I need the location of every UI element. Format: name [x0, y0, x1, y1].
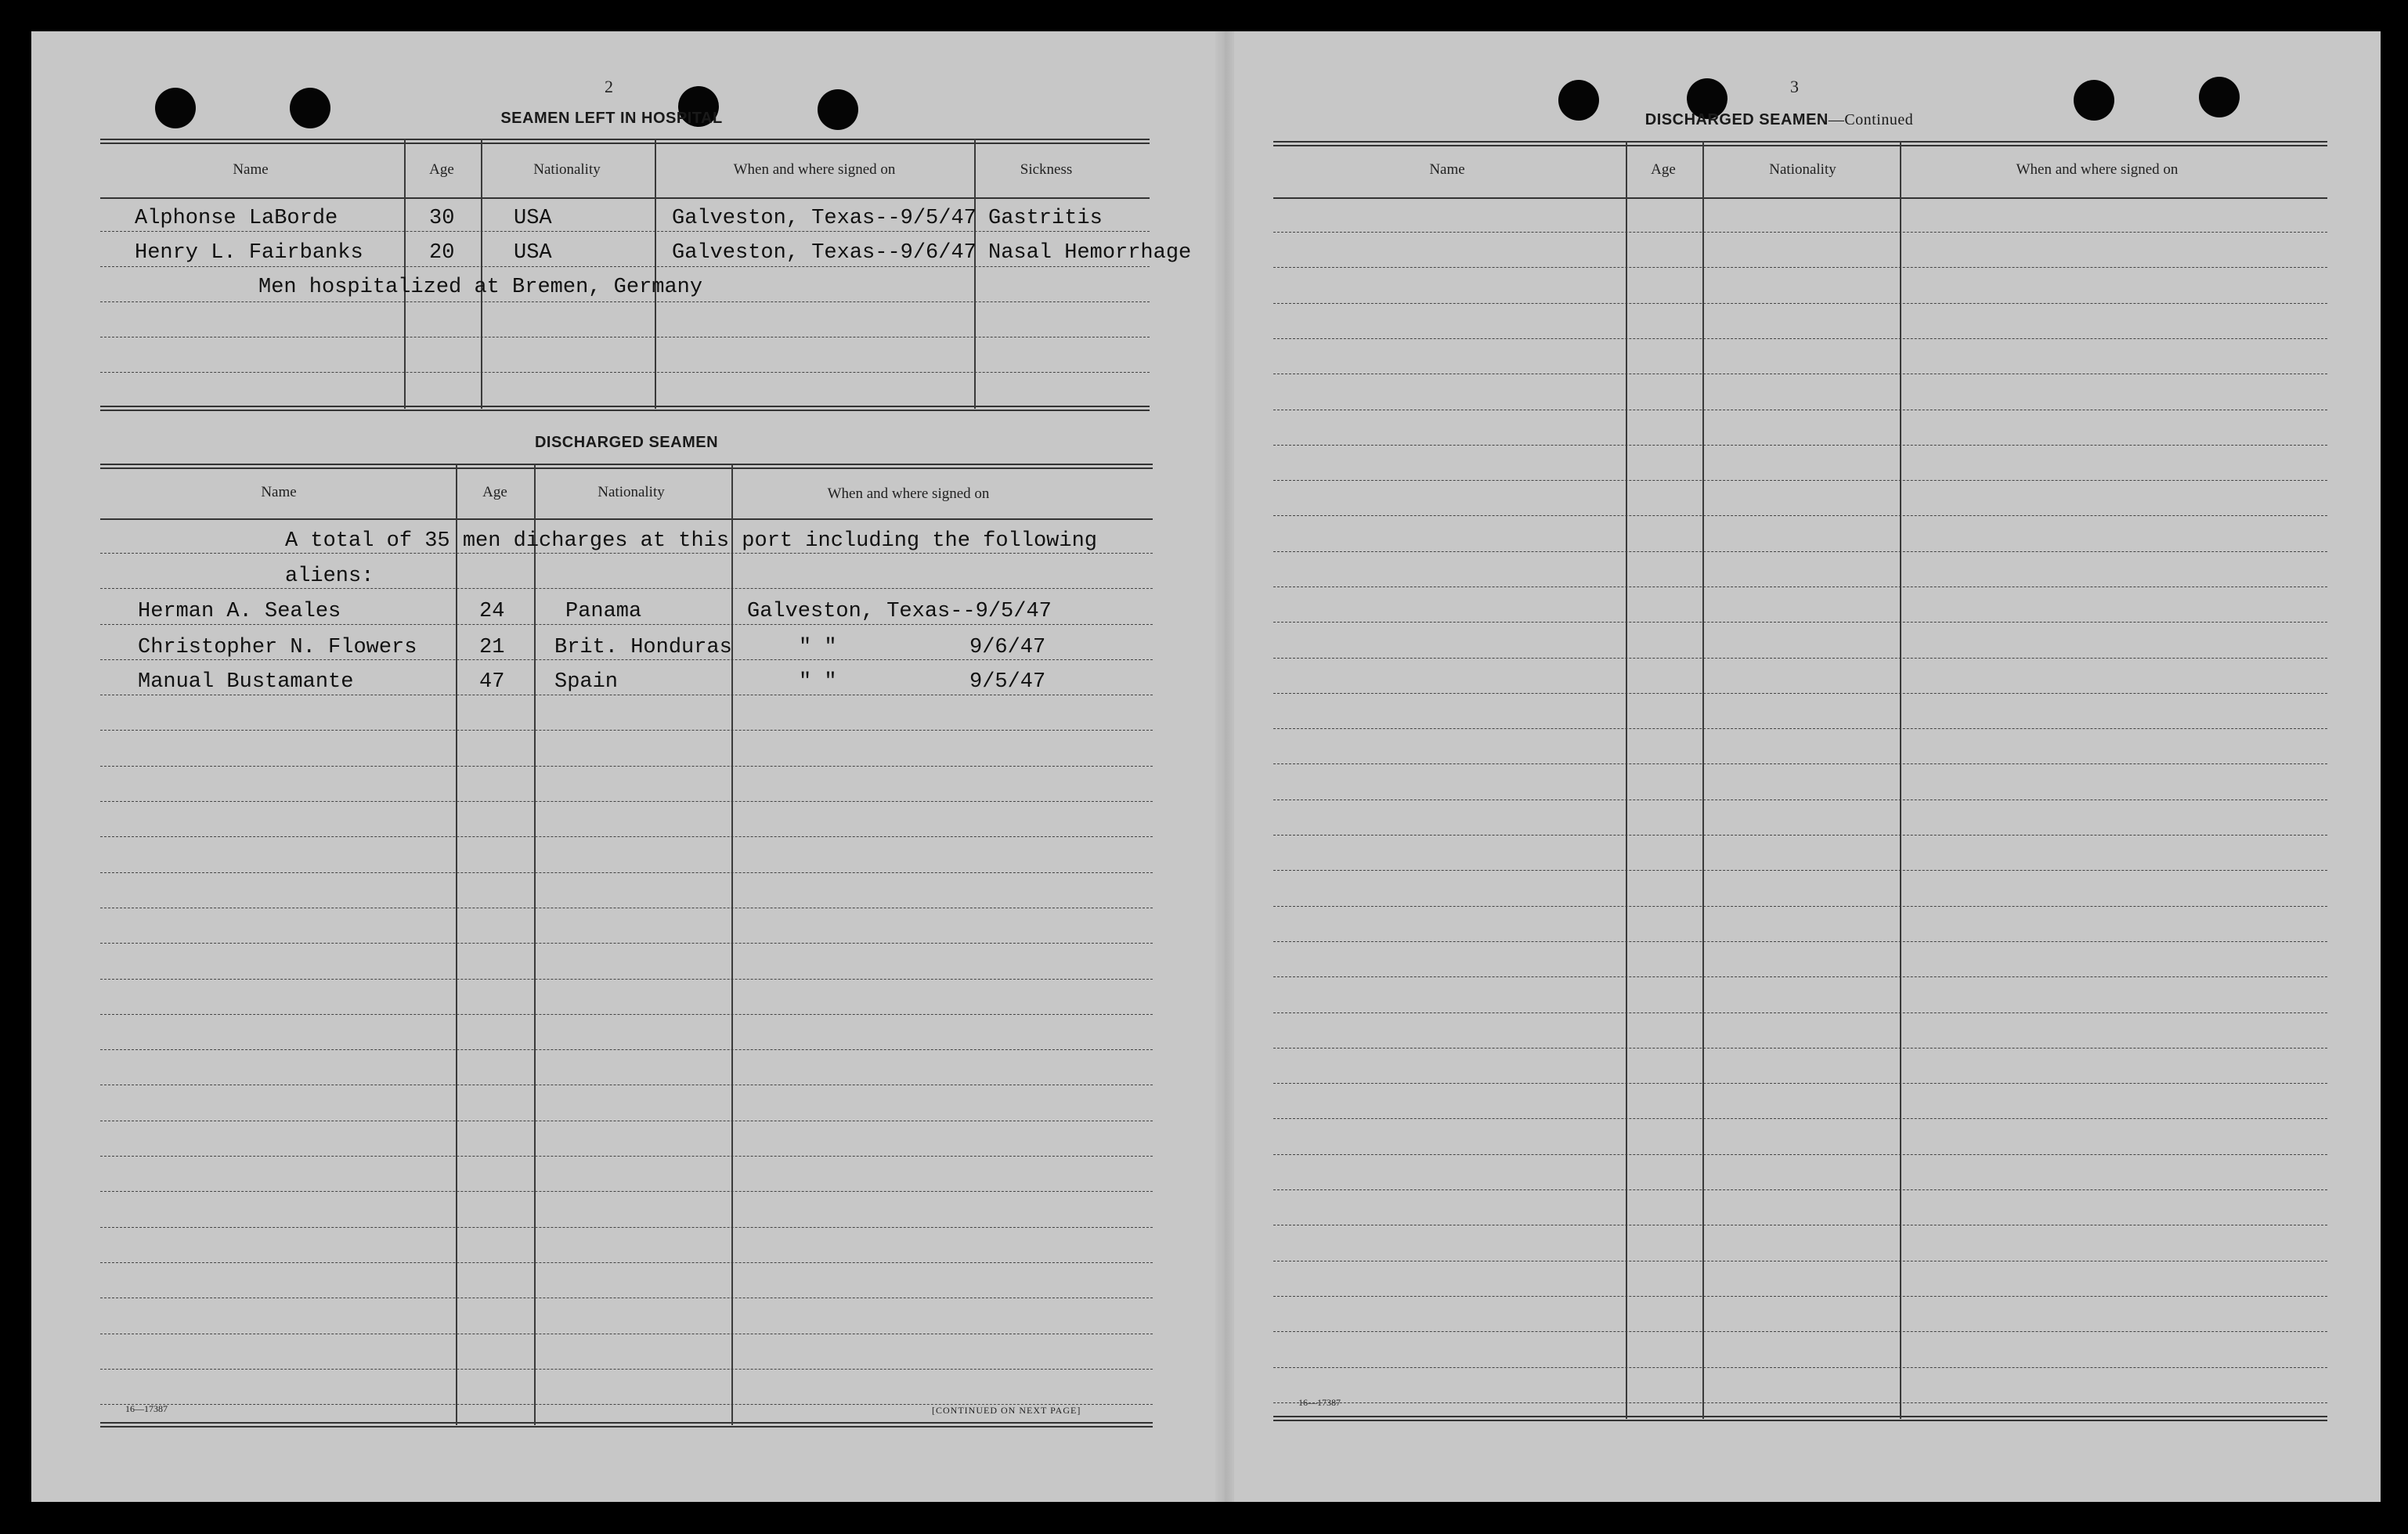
- row-rule: [1273, 763, 2327, 764]
- discharged-row-1-name: Herman A. Seales: [138, 600, 341, 623]
- row-rule: [100, 624, 1153, 625]
- col-header-nationality: Nationality: [533, 161, 601, 178]
- row-rule: [1273, 1154, 2327, 1155]
- hospital-row-1-age: 30: [429, 207, 455, 230]
- column-divider: [1626, 141, 1627, 1419]
- form-number-left: 16—17387: [125, 1403, 168, 1414]
- row-rule: [100, 1191, 1153, 1192]
- row-rule: [100, 801, 1153, 802]
- col-header-signed-on: When and where signed on: [827, 485, 990, 502]
- row-rule: [100, 372, 1150, 373]
- header-rule: [1273, 197, 2327, 199]
- column-divider: [534, 464, 536, 1425]
- hospital-row-1-nationality: USA: [514, 207, 552, 230]
- header-rule: [100, 197, 1150, 199]
- row-rule: [100, 1156, 1153, 1157]
- column-divider: [1702, 141, 1704, 1419]
- page-fold: [1215, 31, 1234, 1502]
- row-rule: [1273, 232, 2327, 233]
- row-rule: [1273, 941, 2327, 942]
- discharged-row-2-age: 21: [479, 636, 505, 659]
- continued-note: [CONTINUED ON NEXT PAGE]: [932, 1405, 1081, 1416]
- row-rule: [100, 1262, 1153, 1263]
- right-section-title-suffix: —Continued: [1828, 111, 1914, 128]
- column-divider: [655, 139, 656, 409]
- hospital-note: Men hospitalized at Bremen, Germany: [258, 276, 703, 299]
- hospital-row-2-age: 20: [429, 241, 455, 265]
- page-number-left: 2: [605, 77, 613, 96]
- discharged-row-1-place: Galveston, Texas--9/5/47: [747, 600, 1052, 623]
- hospital-row-2-signed-on: Galveston, Texas--9/6/47: [672, 241, 977, 265]
- punch-hole: [155, 88, 196, 128]
- punch-hole: [290, 88, 330, 128]
- row-rule: [1273, 799, 2327, 800]
- row-rule: [1273, 1048, 2327, 1049]
- form-number-right: 16—17387: [1298, 1397, 1341, 1408]
- col-header-name: Name: [1429, 161, 1465, 178]
- punch-hole: [2199, 77, 2240, 117]
- table-top-rule: [100, 464, 1153, 469]
- row-rule: [1273, 1118, 2327, 1119]
- header-rule: [100, 518, 1153, 520]
- col-header-signed-on: When and where signed on: [2016, 161, 2179, 178]
- row-rule: [1273, 480, 2327, 481]
- row-rule: [1273, 693, 2327, 694]
- row-rule: [100, 836, 1153, 837]
- column-divider: [404, 139, 406, 409]
- discharged-note-line-2: aliens:: [285, 565, 374, 588]
- column-divider: [481, 139, 482, 409]
- row-rule: [100, 1049, 1153, 1050]
- table-bottom-rule: [100, 406, 1150, 411]
- table-top-rule: [1273, 141, 2327, 146]
- table-bottom-rule: [1273, 1416, 2327, 1421]
- right-section-title: [1645, 111, 1913, 129]
- column-divider: [974, 139, 976, 409]
- discharged-section-title: DISCHARGED SEAMEN: [534, 434, 719, 451]
- discharged-row-3-place: " ": [799, 670, 837, 694]
- hospital-row-1-sickness: Gastritis: [988, 207, 1103, 230]
- col-header-age: Age: [482, 484, 507, 500]
- row-rule: [1273, 1189, 2327, 1190]
- row-rule: [1273, 1296, 2327, 1297]
- discharged-row-2-date: 9/6/47: [969, 636, 1046, 659]
- discharged-note-line-1: A total of 35 men dicharges at this port including the following: [285, 529, 1097, 553]
- row-rule: [100, 553, 1153, 554]
- row-rule: [1273, 445, 2327, 446]
- row-rule: [1273, 551, 2327, 552]
- row-rule: [1273, 303, 2327, 304]
- row-rule: [1273, 1331, 2327, 1332]
- discharged-row-3-name: Manual Bustamante: [138, 670, 354, 694]
- row-rule: [100, 1014, 1153, 1015]
- col-header-age: Age: [429, 161, 454, 178]
- row-rule: [1273, 976, 2327, 977]
- table-top-rule: [100, 139, 1150, 144]
- discharged-row-1-nationality: Panama: [565, 600, 642, 623]
- hospital-section-title: SEAMEN LEFT IN HOSPITAL: [500, 110, 723, 127]
- hospital-row-2-nationality: USA: [514, 241, 552, 265]
- column-divider: [1900, 141, 1901, 1419]
- hospital-row-1-signed-on: Galveston, Texas--9/5/47: [672, 207, 977, 230]
- row-rule: [100, 266, 1150, 267]
- row-rule: [1273, 658, 2327, 659]
- row-rule: [100, 872, 1153, 873]
- hospital-row-2-sickness: Nasal Hemorrhage: [988, 241, 1192, 265]
- col-header-sickness: Sickness: [1020, 161, 1073, 178]
- discharged-row-2-nationality: Brit. Honduras: [554, 636, 732, 659]
- column-divider: [456, 464, 457, 1425]
- discharged-row-3-nationality: Spain: [554, 670, 619, 694]
- row-rule: [1273, 835, 2327, 836]
- hospital-row-2-name: Henry L. Fairbanks: [135, 241, 363, 265]
- discharged-row-2-place: " ": [799, 636, 837, 659]
- table-bottom-rule: [100, 1422, 1153, 1428]
- col-header-name: Name: [261, 484, 297, 500]
- row-rule: [1273, 728, 2327, 729]
- row-rule: [1273, 1083, 2327, 1084]
- row-rule: [100, 766, 1153, 767]
- hospital-row-1-name: Alphonse LaBorde: [135, 207, 338, 230]
- row-rule: [100, 1369, 1153, 1370]
- discharged-row-1-age: 24: [479, 600, 505, 623]
- discharged-row-2-name: Christopher N. Flowers: [138, 636, 417, 659]
- row-rule: [1273, 1367, 2327, 1368]
- row-rule: [1273, 622, 2327, 623]
- row-rule: [100, 1227, 1153, 1228]
- row-rule: [1273, 267, 2327, 268]
- discharged-row-3-age: 47: [479, 670, 505, 694]
- row-rule: [100, 301, 1150, 302]
- column-divider: [731, 464, 733, 1425]
- col-header-signed-on: When and where signed on: [733, 161, 896, 178]
- row-rule: [1273, 1402, 2327, 1403]
- row-rule: [100, 659, 1153, 660]
- row-rule: [1273, 870, 2327, 871]
- document-sheet: [31, 31, 2381, 1502]
- row-rule: [100, 231, 1150, 232]
- col-header-nationality: Nationality: [1769, 161, 1836, 178]
- punch-hole: [1558, 80, 1599, 121]
- discharged-row-3-date: 9/5/47: [969, 670, 1046, 694]
- col-header-nationality: Nationality: [597, 484, 665, 500]
- row-rule: [1273, 906, 2327, 907]
- punch-hole: [2074, 80, 2114, 121]
- row-rule: [1273, 338, 2327, 339]
- row-rule: [100, 979, 1153, 980]
- punch-hole: [818, 89, 858, 130]
- row-rule: [100, 730, 1153, 731]
- row-rule: [1273, 1012, 2327, 1013]
- row-rule: [100, 943, 1153, 944]
- col-header-age: Age: [1651, 161, 1676, 178]
- row-rule: [100, 588, 1153, 589]
- row-rule: [1273, 515, 2327, 516]
- col-header-name: Name: [233, 161, 269, 178]
- right-section-title-main: DISCHARGED SEAMEN: [1644, 111, 1829, 128]
- page-number-right: 3: [1790, 77, 1799, 96]
